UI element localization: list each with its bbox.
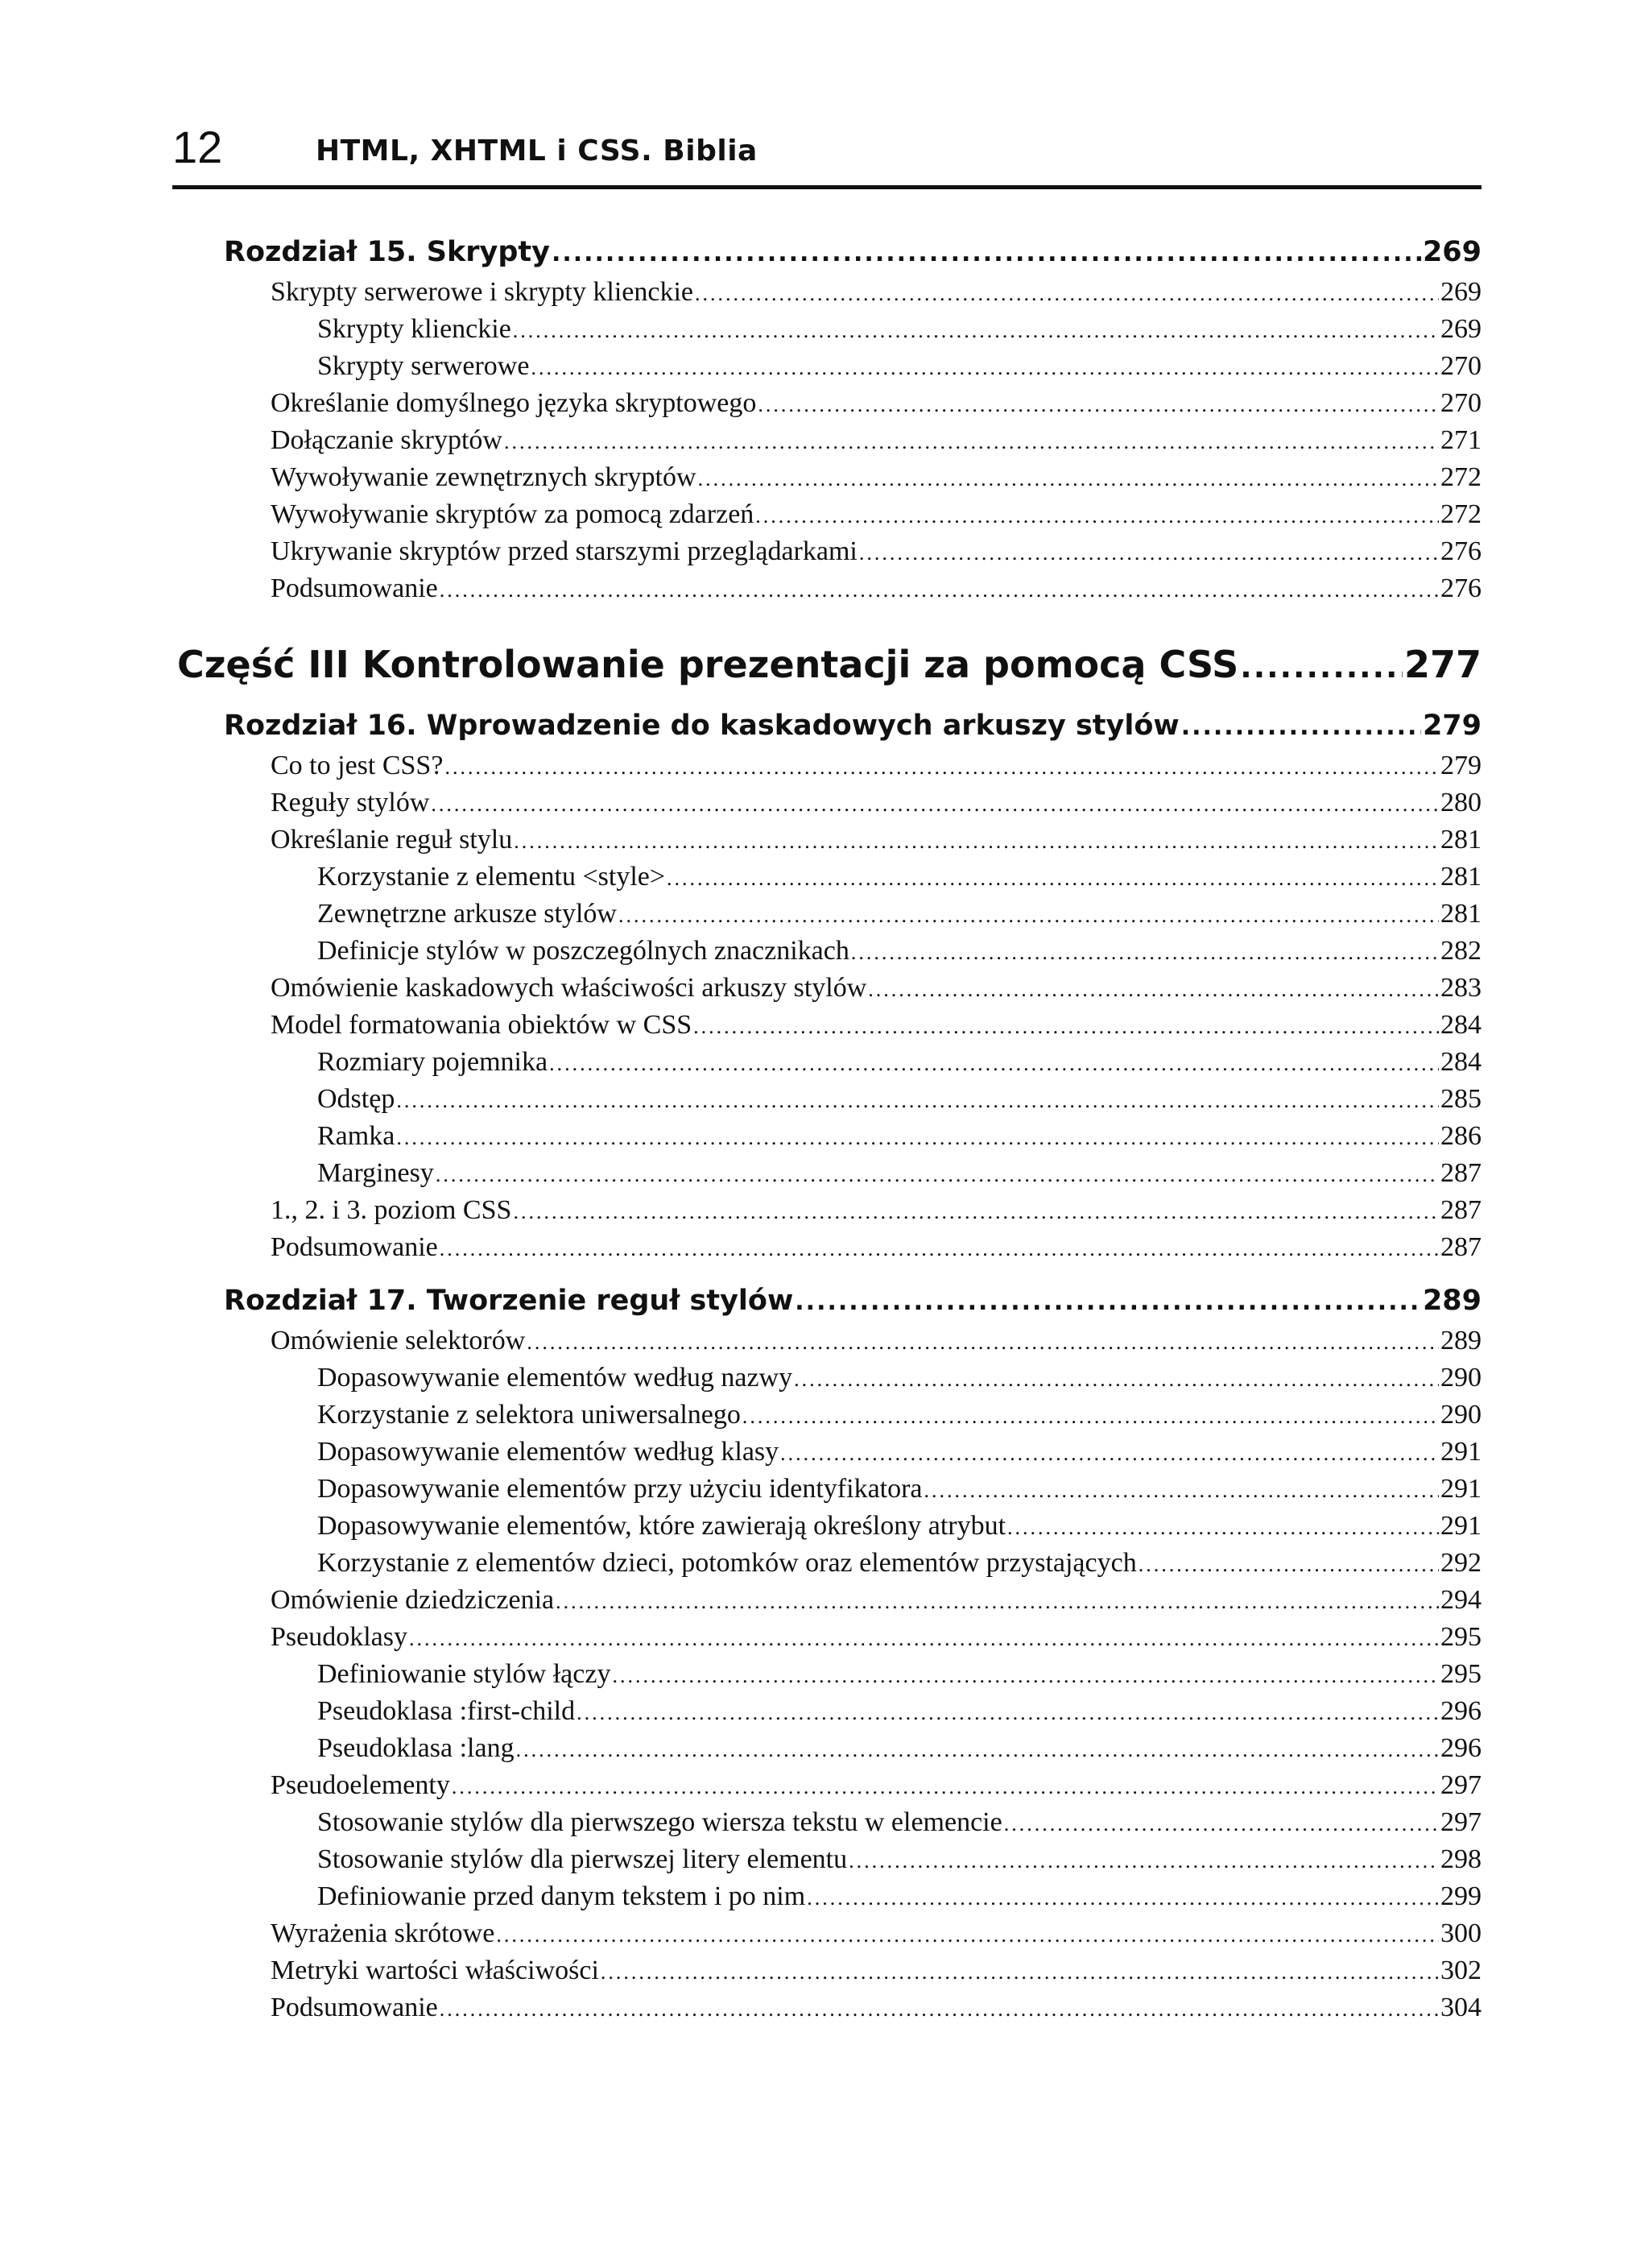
- toc-entry: [317, 1804, 1482, 1841]
- toc-entry: [317, 1044, 1482, 1081]
- toc-entry: [317, 1360, 1482, 1397]
- dot-leader: [758, 387, 1439, 422]
- dot-leader: [396, 1082, 1439, 1118]
- dot-leader: [612, 1658, 1439, 1693]
- toc-page: 283: [1440, 973, 1482, 1003]
- page-number: 12: [172, 122, 223, 172]
- toc-label: Podsumowanie: [271, 573, 438, 603]
- dot-leader: [513, 1194, 1439, 1229]
- dot-leader: [849, 1843, 1439, 1878]
- dot-leader: [780, 1435, 1439, 1471]
- toc-label: Wywoływanie zewnętrznych skryptów: [271, 462, 696, 492]
- dot-leader: [440, 572, 1439, 607]
- toc-label: Dopasowywanie elementów, które zawierają określony atrybut: [317, 1511, 1006, 1541]
- toc-entry: [317, 1081, 1482, 1118]
- toc-chapter: [224, 706, 1482, 746]
- toc-entry: [317, 1693, 1482, 1730]
- toc-page: 270: [1440, 351, 1482, 381]
- toc-entry: [271, 1229, 1482, 1266]
- dot-leader: [1181, 707, 1421, 746]
- toc-page: 269: [1440, 277, 1482, 307]
- toc-label: Dopasowywanie elementów według nazwy: [317, 1363, 793, 1393]
- toc-label: Określanie domyślnego języka skryptowego: [271, 388, 757, 418]
- toc-label: Skrypty serwerowe: [317, 351, 530, 381]
- toc-page: 302: [1440, 1956, 1482, 1985]
- toc-page: 296: [1440, 1733, 1482, 1763]
- toc-label: Definiowanie przed danym tekstem i po nim: [317, 1881, 806, 1911]
- toc-entry: [317, 1656, 1482, 1693]
- toc-entry: [271, 1952, 1482, 1989]
- toc-entry: [317, 859, 1482, 896]
- toc-chapter: [224, 1281, 1482, 1321]
- toc-entry: [271, 1192, 1482, 1229]
- dot-leader: [1007, 1509, 1439, 1545]
- dot-leader: [513, 312, 1439, 348]
- toc-entry: [317, 311, 1482, 348]
- toc-label: Pseudoklasa :first-child: [317, 1696, 576, 1726]
- toc-page: 281: [1440, 862, 1482, 892]
- dot-leader: [795, 1282, 1421, 1321]
- dot-leader: [531, 350, 1439, 385]
- dot-leader: [549, 1045, 1439, 1081]
- dot-leader: [794, 1361, 1439, 1397]
- toc-page: 271: [1440, 425, 1482, 455]
- dot-leader: [859, 535, 1439, 570]
- toc-page: 281: [1440, 899, 1482, 929]
- toc-page: 294: [1440, 1585, 1482, 1615]
- toc-label: Dopasowywanie elementów przy użyciu identyfikatora: [317, 1474, 923, 1504]
- toc-page: 291: [1440, 1511, 1482, 1541]
- toc-entry: [271, 784, 1482, 822]
- toc-page: 290: [1440, 1400, 1482, 1430]
- toc-label: Ukrywanie skryptów przed starszymi przeglądarkami: [271, 536, 858, 566]
- dot-leader: [693, 1008, 1439, 1044]
- toc-label: Podsumowanie: [271, 1993, 438, 2022]
- toc-page: 272: [1440, 462, 1482, 492]
- toc-label: Pseudoklasy: [271, 1622, 407, 1652]
- toc-page: 282: [1440, 936, 1482, 966]
- toc-label: Korzystanie z elementów dzieci, potomków oraz elementów przystających: [317, 1548, 1137, 1578]
- toc-label: 1., 2. i 3. poziom CSS: [271, 1195, 512, 1225]
- dot-leader: [556, 1583, 1439, 1619]
- toc-entry: [271, 570, 1482, 607]
- toc-label: Określanie reguł stylu: [271, 825, 513, 855]
- toc-page: 300: [1440, 1918, 1482, 1948]
- toc-page: 269: [1440, 314, 1482, 344]
- toc-label: Podsumowanie: [271, 1232, 438, 1262]
- toc-label: Metryki wartości właściwości: [271, 1956, 599, 1985]
- book-title: HTML, XHTML i CSS. Biblia: [316, 135, 758, 168]
- toc-entry: [271, 1322, 1482, 1360]
- toc-entry: [317, 1118, 1482, 1155]
- dot-leader: [431, 786, 1439, 822]
- toc-page: 284: [1440, 1047, 1482, 1077]
- toc-entry: [317, 896, 1482, 933]
- toc-label: Dopasowywanie elementów według klasy: [317, 1437, 779, 1467]
- dot-leader: [924, 1472, 1439, 1508]
- toc-entry: [271, 422, 1482, 459]
- toc-page: 269: [1422, 236, 1482, 268]
- toc-page: 295: [1440, 1622, 1482, 1652]
- dot-leader: [440, 1991, 1439, 2026]
- toc-entry: [317, 1434, 1482, 1471]
- dot-leader: [440, 1231, 1439, 1266]
- toc-page: 272: [1440, 499, 1482, 529]
- toc-label: Rozdział 16. Wprowadzenie do kaskadowych arkuszy stylów: [224, 710, 1180, 742]
- toc-label: Rozmiary pojemnika: [317, 1047, 548, 1077]
- toc-page: 297: [1440, 1770, 1482, 1800]
- toc-page: 270: [1440, 388, 1482, 418]
- toc-page: 289: [1422, 1285, 1482, 1317]
- toc-label: Pseudoelementy: [271, 1770, 450, 1800]
- toc-part: [177, 639, 1482, 689]
- toc-entry: [271, 1767, 1482, 1804]
- toc-entry: [271, 385, 1482, 422]
- toc-entry: [317, 933, 1482, 970]
- toc-label: Omówienie selektorów: [271, 1326, 526, 1355]
- toc-label: Reguły stylów: [271, 788, 430, 817]
- dot-leader: [504, 424, 1439, 459]
- toc-label: Stosowanie stylów dla pierwszej litery elementu: [317, 1844, 848, 1874]
- dot-leader: [698, 461, 1439, 496]
- toc-label: Ramka: [317, 1121, 395, 1151]
- toc-label: Definiowanie stylów łączy: [317, 1659, 611, 1689]
- dot-leader: [409, 1620, 1439, 1656]
- toc-entry: [271, 822, 1482, 859]
- toc-page: 298: [1440, 1844, 1482, 1874]
- toc-label: Rozdział 17. Tworzenie reguł stylów: [224, 1285, 794, 1317]
- toc-entry: [271, 970, 1482, 1007]
- toc-label: Część III Kontrolowanie prezentacji za pomocą CSS: [177, 643, 1239, 686]
- dot-leader: [527, 1324, 1439, 1360]
- toc-entry: [317, 1730, 1482, 1767]
- dot-leader: [1004, 1806, 1439, 1841]
- toc-label: Odstęp: [317, 1084, 395, 1114]
- toc-entry: [317, 1878, 1482, 1915]
- toc-label: Zewnętrzne arkusze stylów: [317, 899, 617, 929]
- toc-page: 292: [1440, 1548, 1482, 1578]
- toc-entry: [271, 1989, 1482, 2026]
- toc-entry: [317, 1471, 1482, 1508]
- dot-leader: [618, 897, 1439, 933]
- toc-entry: [317, 1397, 1482, 1434]
- toc-label: Omówienie kaskadowych właściwości arkuszy stylów: [271, 973, 867, 1003]
- toc-label: Korzystanie z selektora uniwersalnego: [317, 1400, 741, 1430]
- toc-label: Co to jest CSS?: [271, 751, 444, 780]
- toc-entry: [271, 533, 1482, 570]
- dot-leader: [496, 1917, 1439, 1952]
- dot-leader: [1240, 642, 1403, 689]
- toc-label: Omówienie dziedziczenia: [271, 1585, 555, 1615]
- toc-page: 277: [1403, 643, 1482, 686]
- dot-leader: [514, 823, 1439, 859]
- toc-page: 304: [1440, 1993, 1482, 2022]
- dot-leader: [667, 860, 1439, 896]
- toc-page: 287: [1440, 1232, 1482, 1262]
- running-header: [172, 121, 1482, 189]
- toc-page: 299: [1440, 1881, 1482, 1911]
- toc-entry: [271, 1619, 1482, 1656]
- toc-page: 291: [1440, 1437, 1482, 1467]
- toc-label: Stosowanie stylów dla pierwszego wiersza tekstu w elemencie: [317, 1807, 1002, 1837]
- toc-page: 287: [1440, 1158, 1482, 1188]
- toc-label: Dołączanie skryptów: [271, 425, 502, 455]
- toc-page: 281: [1440, 825, 1482, 855]
- toc-entry: [317, 1508, 1482, 1545]
- toc-label: Wywoływanie skryptów za pomocą zdarzeń: [271, 499, 754, 529]
- toc-label: Rozdział 15. Skrypty: [224, 236, 550, 268]
- toc-label: Marginesy: [317, 1158, 434, 1188]
- toc-label: Skrypty serwerowe i skrypty klienckie: [271, 277, 693, 307]
- toc-page: 290: [1440, 1363, 1482, 1393]
- toc-label: Pseudoklasa :lang: [317, 1733, 515, 1763]
- toc-page: 289: [1440, 1326, 1482, 1355]
- toc-page: 284: [1440, 1010, 1482, 1040]
- dot-leader: [552, 234, 1421, 272]
- toc-entry: [317, 1155, 1482, 1192]
- toc-chapter: [224, 232, 1482, 272]
- toc-page: 295: [1440, 1659, 1482, 1689]
- dot-leader: [516, 1732, 1439, 1767]
- toc-entry: [271, 1915, 1482, 1952]
- toc-label: Wyrażenia skrótowe: [271, 1918, 495, 1948]
- toc-label: Model formatowania obiektów w CSS: [271, 1010, 692, 1040]
- toc-page: 286: [1440, 1121, 1482, 1151]
- toc-label: Skrypty klienckie: [317, 314, 511, 344]
- toc-page: 279: [1422, 710, 1482, 742]
- toc-page: 291: [1440, 1474, 1482, 1504]
- dot-leader: [396, 1120, 1439, 1155]
- toc-page: 296: [1440, 1696, 1482, 1726]
- toc-page: 280: [1440, 788, 1482, 817]
- toc-entry: [271, 459, 1482, 496]
- toc-page: 276: [1440, 573, 1482, 603]
- toc-page: 276: [1440, 536, 1482, 566]
- dot-leader: [601, 1954, 1439, 1989]
- dot-leader: [807, 1880, 1439, 1915]
- toc-entry: [271, 1007, 1482, 1044]
- dot-leader: [851, 934, 1439, 970]
- toc-entry: [271, 747, 1482, 784]
- dot-leader: [695, 275, 1439, 311]
- toc-page: 297: [1440, 1807, 1482, 1837]
- toc-entry: [317, 1545, 1482, 1582]
- dot-leader: [444, 749, 1439, 784]
- dot-leader: [755, 498, 1439, 533]
- dot-leader: [577, 1695, 1439, 1730]
- toc-page: 287: [1440, 1195, 1482, 1225]
- toc-page: 285: [1440, 1084, 1482, 1114]
- dot-leader: [452, 1769, 1439, 1804]
- toc-page: 279: [1440, 751, 1482, 780]
- toc-entry: [317, 348, 1482, 385]
- dot-leader: [1139, 1546, 1439, 1582]
- toc-label: Definicje stylów w poszczególnych znacznikach: [317, 936, 849, 966]
- toc-entry: [271, 274, 1482, 311]
- toc-entry: [271, 496, 1482, 533]
- dot-leader: [436, 1157, 1439, 1192]
- dot-leader: [742, 1398, 1439, 1434]
- toc-label: Korzystanie z elementu <style>: [317, 862, 666, 892]
- dot-leader: [868, 971, 1439, 1007]
- toc-entry: [271, 1582, 1482, 1619]
- toc-entry: [317, 1841, 1482, 1878]
